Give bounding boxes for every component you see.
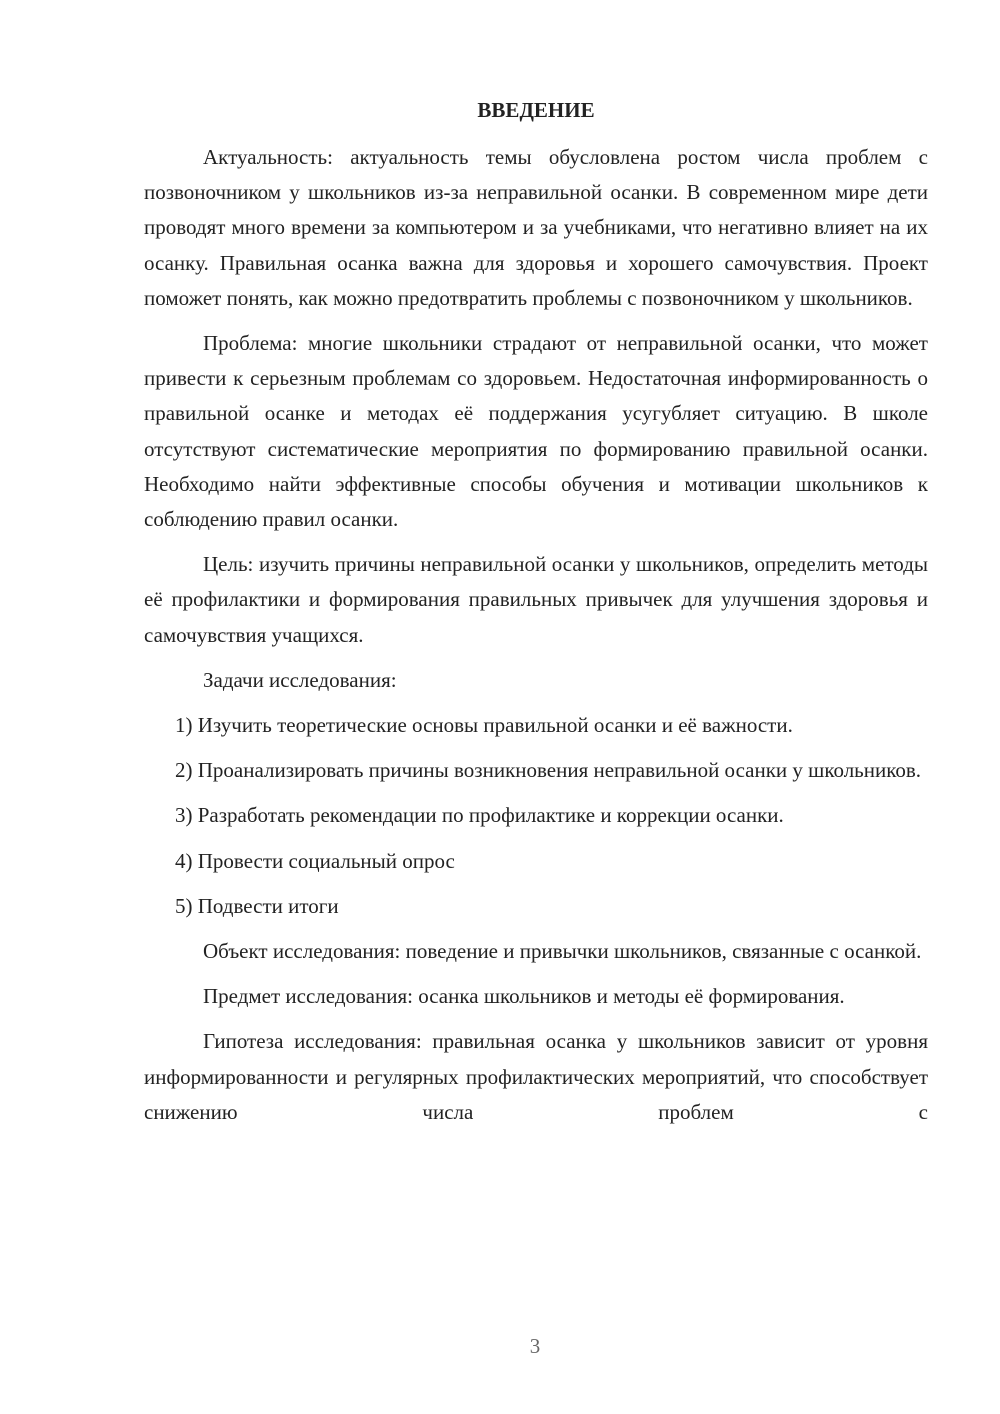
page-number: 3 [529, 1334, 541, 1358]
paragraph-hypothesis: Гипотеза исследования: правильная осанка у школьников зависит от уровня информированности и регулярных профилактических мероприятий, что способствует снижению числа проблем с [144, 1029, 928, 1124]
paragraph-problem: Проблема: многие школьники страдают от неправильной осанки, что может привести к серьезным проблемам со здоровьем. Недостаточная информированность о правильной осанке и методах её поддержания усугубляет ситуацию. В школе отсутствуют систематические мероприятия по формированию правильной осанки. Необходимо найти эффективные способы обучения и мотивации школьников к соблюдению правил осанки. [144, 331, 928, 532]
task-item: 1) Изучить теоретические основы правильной осанки и её важности. [175, 713, 793, 738]
document-page [144, 94, 928, 1140]
task-item: 4) Провести социальный опрос [175, 848, 455, 873]
paragraph-object: Объект исследования: поведение и привычки школьников, связанные с осанкой. [203, 939, 922, 964]
task-item: 3) Разработать рекомендации по профилактике и коррекции осанки. [175, 803, 784, 828]
tasks-heading: Задачи исследования: [203, 667, 397, 692]
task-item: 5) Подвести итоги [175, 893, 339, 918]
section-title: ВВЕДЕНИЕ [477, 98, 595, 122]
paragraph-subject: Предмет исследования: осанка школьников и методы её формирования. [203, 984, 845, 1009]
paragraph-relevance: Актуальность: актуальность темы обусловлена ростом числа проблем с позвоночником у школьников из-за неправильной осанки. В современном мире дети проводят много времени за компьютером и за учебниками, что негативно влияет на их осанку. Правильная осанка важна для здоровья и хорошего самочувствия. Проект поможет понять, как можно предотвратить проблемы с позвоночником у школьников. [144, 145, 928, 310]
paragraph-goal: Цель: изучить причины неправильной осанки у школьников, определить методы её профилактики и формирования правильных привычек для улучшения здоровья и самочувствия учащихся. [144, 552, 928, 647]
task-item: 2) Проанализировать причины возникновения неправильной осанки у школьников. [175, 758, 922, 783]
